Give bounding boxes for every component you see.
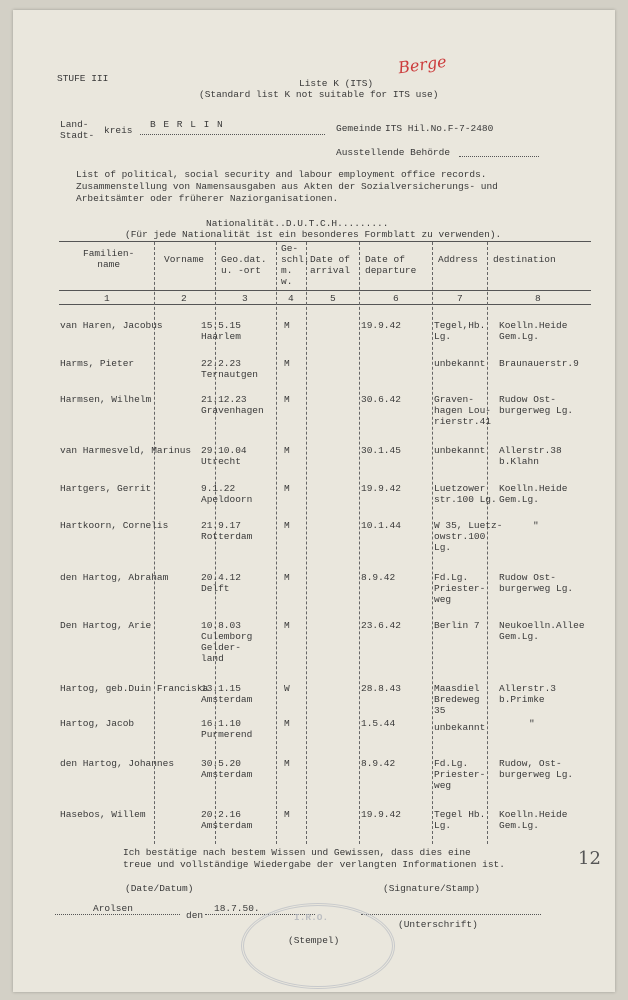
row-3-departure: 30.6.42 bbox=[361, 394, 401, 405]
row-10-name: Hartog, Jacob bbox=[60, 718, 135, 729]
colnum-3: 3 bbox=[242, 293, 248, 304]
header-address: Address bbox=[438, 254, 478, 265]
intro-line-2: Zusammenstellung von Namensausgaben aus Akten der Sozialversicherungs- und bbox=[76, 181, 498, 192]
nationality-line: Nationalität..D.U.T.C.H......... bbox=[206, 218, 389, 229]
kreis-label: kreis bbox=[104, 125, 133, 136]
row-5-departure: 19.9.42 bbox=[361, 483, 401, 494]
handwritten-page-number: 12 bbox=[578, 848, 601, 869]
document-page bbox=[13, 10, 615, 992]
row-2-destination: Braunauerstr.9 bbox=[499, 358, 579, 369]
kreis-value: B E R L I N bbox=[150, 119, 224, 130]
row-2-address: unbekannt bbox=[434, 358, 486, 369]
row-10-sex: M bbox=[284, 718, 290, 729]
row-6-address: W 35, Luetz- owstr.100 Lg. bbox=[434, 520, 503, 553]
row-3-sex: M bbox=[284, 394, 290, 405]
stamp-text: I.R.O. bbox=[294, 912, 329, 923]
liste-title: Liste K (ITS) bbox=[299, 78, 374, 89]
row-5-name: Hartgers, Gerrit bbox=[60, 483, 152, 494]
row-10-departure: 1.5.44 bbox=[361, 718, 396, 729]
place-line bbox=[55, 914, 180, 915]
row-4-birth: 29.10.04 Utrecht bbox=[201, 445, 247, 467]
table-header-rule bbox=[59, 290, 591, 291]
colnum-5: 5 bbox=[330, 293, 336, 304]
colnum-6: 6 bbox=[393, 293, 399, 304]
row-12-departure: 19.9.42 bbox=[361, 809, 401, 820]
row-8-sex: M bbox=[284, 620, 290, 631]
row-6-departure: 10.1.44 bbox=[361, 520, 401, 531]
row-2-name: Harms, Pieter bbox=[60, 358, 135, 369]
row-4-name: van Harmesveld, Marinus bbox=[60, 445, 192, 456]
row-7-sex: M bbox=[284, 572, 290, 583]
col-divider-4 bbox=[306, 242, 307, 844]
row-1-sex: M bbox=[284, 320, 290, 331]
row-9-sex: W bbox=[284, 683, 290, 694]
certification-line-2: treue und vollständige Wiedergabe der verlangten Informationen ist. bbox=[123, 859, 505, 870]
row-12-destination: Koelln.Heide Gem.Lg. bbox=[499, 809, 568, 831]
ausstellende-underline bbox=[459, 156, 539, 157]
liste-subtitle: (Standard list K not suitable for ITS use) bbox=[199, 89, 439, 100]
gemeinde-value: ITS Hil.No.F-7-2480 bbox=[385, 123, 494, 134]
row-11-destination: Rudow, Ost- burgerweg Lg. bbox=[499, 758, 574, 780]
row-3-address: Graven- hagen Lou- rierstr.41 bbox=[434, 394, 492, 427]
header-destination: destination bbox=[493, 254, 556, 265]
row-12-address: Tegel Hb. Lg. bbox=[434, 809, 486, 831]
land-label: Land- bbox=[60, 119, 89, 130]
row-4-destination: Allerstr.38 b.Klahn bbox=[499, 445, 562, 467]
row-10-address: unbekannt bbox=[434, 722, 486, 733]
col-divider-6 bbox=[432, 242, 433, 844]
row-5-address: Luetzower str.100 Lg. bbox=[434, 483, 497, 505]
row-8-destination: Neukoelln.Allee Gem.Lg. bbox=[499, 620, 585, 642]
row-11-departure: 8.9.42 bbox=[361, 758, 396, 769]
ausstellende-label: Ausstellende Behörde bbox=[336, 147, 451, 158]
row-7-destination: Rudow Ost- burgerweg Lg. bbox=[499, 572, 574, 594]
row-7-departure: 8.9.42 bbox=[361, 572, 396, 583]
row-1-name: van Haren, Jacobus bbox=[60, 320, 163, 331]
signature-label: (Signature/Stamp) bbox=[383, 883, 480, 894]
row-1-departure: 19.9.42 bbox=[361, 320, 401, 331]
row-11-address: Fd.Lg. Priester- weg bbox=[434, 758, 486, 791]
unterschrift-label: (Unterschrift) bbox=[398, 919, 478, 930]
nationality-note: (Für jede Nationalität ist ein besonderes Formblatt zu verwenden). bbox=[125, 229, 502, 240]
header-arrival: Date of arrival bbox=[310, 254, 350, 276]
intro-line-3: Arbeitsämter oder früherer Naziorganisationen. bbox=[76, 193, 339, 204]
row-10-birth: 16.1.10 Purmerend bbox=[201, 718, 253, 740]
row-8-birth: 10.8.03 Culemborg Gelder- land bbox=[201, 620, 253, 664]
iro-stamp bbox=[241, 903, 395, 989]
row-11-birth: 30.5.20 Amsterdam bbox=[201, 758, 253, 780]
row-1-destination: Koelln.Heide Gem.Lg. bbox=[499, 320, 568, 342]
row-2-birth: 22.2.23 Ternautgen bbox=[201, 358, 259, 380]
gemeinde-label: Gemeinde bbox=[336, 123, 382, 134]
header-departure: Date of departure bbox=[365, 254, 417, 276]
row-4-departure: 30.1.45 bbox=[361, 445, 401, 456]
row-5-sex: M bbox=[284, 483, 290, 494]
row-7-birth: 20.4.12 Delft bbox=[201, 572, 241, 594]
col-divider-5 bbox=[359, 242, 360, 844]
row-5-destination: Koelln.Heide Gem.Lg. bbox=[499, 483, 568, 505]
intro-line-1: List of political, social security and labour employment office records. bbox=[76, 169, 487, 180]
row-6-sex: M bbox=[284, 520, 290, 531]
row-12-sex: M bbox=[284, 809, 290, 820]
col-divider-3 bbox=[276, 242, 277, 844]
row-3-birth: 21.12.23 Gravenhagen bbox=[201, 394, 264, 416]
header-vorname: Vorname bbox=[164, 254, 204, 265]
colnum-4: 4 bbox=[288, 293, 294, 304]
header-familienname: Familien- name bbox=[83, 248, 135, 270]
table-number-rule bbox=[59, 304, 591, 305]
den-label: den bbox=[186, 910, 204, 921]
row-8-departure: 23.6.42 bbox=[361, 620, 401, 631]
row-12-name: Hasebos, Willem bbox=[60, 809, 146, 820]
row-12-birth: 20.2.16 Amsterdam bbox=[201, 809, 253, 831]
row-8-address: Berlin 7 bbox=[434, 620, 480, 631]
date-label: (Date/Datum) bbox=[125, 883, 194, 894]
date-value: 18.7.50. bbox=[214, 903, 260, 914]
row-10-destination: " bbox=[529, 718, 535, 729]
row-9-departure: 28.8.43 bbox=[361, 683, 401, 694]
colnum-7: 7 bbox=[457, 293, 463, 304]
place-value: Arolsen bbox=[93, 903, 133, 914]
stempel-label: (Stempel) bbox=[288, 935, 340, 946]
row-5-birth: 9.1.22 Apeldoorn bbox=[201, 483, 253, 505]
row-8-name: Den Hartog, Arie bbox=[60, 620, 152, 631]
colnum-1: 1 bbox=[104, 293, 110, 304]
stufe-label: STUFE III bbox=[57, 73, 109, 84]
row-9-destination: Allerstr.3 b.Primke bbox=[499, 683, 557, 705]
row-9-name: Hartog, geb.Duin Franciska bbox=[60, 683, 209, 694]
row-6-destination: " bbox=[533, 520, 539, 531]
row-7-name: den Hartog, Abraham bbox=[60, 572, 169, 583]
row-9-birth: 13.1.15 Amsterdam bbox=[201, 683, 253, 705]
row-6-birth: 21.9.17 Rotterdam bbox=[201, 520, 253, 542]
row-1-birth: 15.5.15 Haarlem bbox=[201, 320, 241, 342]
header-geschlecht: Ge- schl. m. w. bbox=[281, 243, 310, 287]
certification-line-1: Ich bestätige nach bestem Wissen und Gewissen, dass dies eine bbox=[123, 847, 471, 858]
row-11-name: den Hartog, Johannes bbox=[60, 758, 175, 769]
row-4-address: unbekannt bbox=[434, 445, 486, 456]
colnum-2: 2 bbox=[181, 293, 187, 304]
row-11-sex: M bbox=[284, 758, 290, 769]
kreis-underline bbox=[140, 134, 325, 135]
colnum-8: 8 bbox=[535, 293, 541, 304]
row-7-address: Fd.Lg. Priester- weg bbox=[434, 572, 486, 605]
header-geburt: Geo.dat. u. -ort bbox=[221, 254, 267, 276]
stadt-label: Stadt- bbox=[60, 130, 95, 141]
handwritten-note: Berge bbox=[396, 51, 448, 78]
row-3-name: Harmsen, Wilhelm bbox=[60, 394, 152, 405]
col-divider-1 bbox=[154, 242, 155, 844]
table-top-rule bbox=[59, 241, 591, 242]
row-2-sex: M bbox=[284, 358, 290, 369]
row-6-name: Hartkoorn, Cornelis bbox=[60, 520, 169, 531]
row-3-destination: Rudow Ost- burgerweg Lg. bbox=[499, 394, 574, 416]
row-9-address: Maasdiel Bredeweg 35 bbox=[434, 683, 480, 716]
row-4-sex: M bbox=[284, 445, 290, 456]
row-1-address: Tegel,Hb. Lg. bbox=[434, 320, 486, 342]
signature-line bbox=[361, 914, 541, 915]
